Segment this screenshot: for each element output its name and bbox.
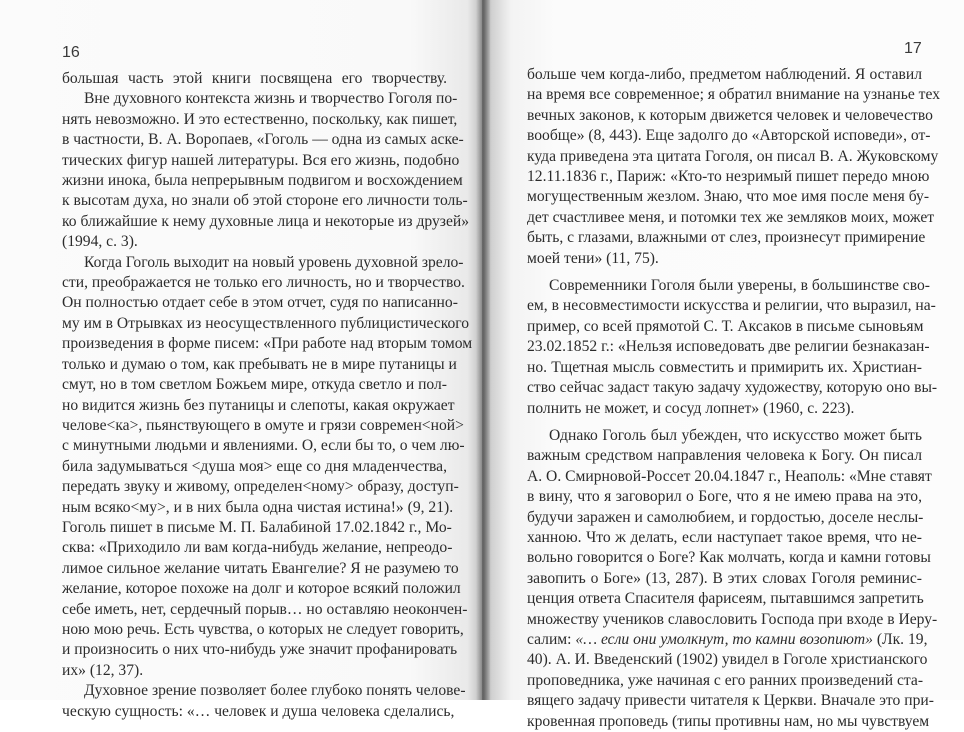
text-line: в частности, В. А. Воропаев, «Гоголь — одна из самых аске- [62,131,464,149]
text-line: Современники Гоголя были уверены, в большинстве сво- [549,277,930,295]
text-line: 12.11.1836 г., Париж: «Кто-то незримый пишет передо мною [527,168,930,186]
text-line: только и думаю о том, как пребывать не в мире путаницы и [62,355,457,373]
page-number-left: 16 [62,44,80,61]
text-line: вообще» (8, 443). Еще задолго до «Авторской исповеди», от- [527,127,931,145]
text-line: и произносить о них что-нибудь уже значит профанировать [62,641,458,659]
text-line: но. Тщетная мысль совместить и примирить их. Христиан- [527,358,922,376]
text-line: му им в Отрывках из неосуществленного публицистического [62,314,470,332]
text-line: в вину, что я заговорил о Боге, что я не имею права на это, [527,488,922,506]
text-line: 40). А. И. Введенский (1902) увидел в Гоголе христианского [527,651,928,669]
right-page-text [527,65,940,732]
text-line: ным всяко<му>, и в них была одна чистая истина!» (9, 21). [62,498,454,516]
text-line: будучи заражен и самолюбием, и гордостью, доселе неслы- [527,508,924,526]
text-line-with-quote [527,630,928,650]
text-line: пример, со всей прямотой С. Т. Аксаков в письме сыновьям [527,317,924,335]
page-number-right: 17 [904,40,922,57]
text-line: жизни инока, была непрерывным подвигом и восхождением [62,172,463,190]
text-line: Духовное зрение позволяет более глубоко понять челове- [84,682,466,700]
left-page-text [62,69,473,722]
text-line: проповедника, уже начиная с его ранних произведений ста- [527,671,924,689]
text-line: ко ближайшие к нему духовные лица и некоторые из друзей» [62,212,470,230]
text-line: ценция ответа Спасителя фарисеям, пытавшимся запретить [527,590,924,608]
left-page [0,0,482,720]
text-line: ем, в несовместимости искусства и религии, что выразил, на- [527,297,936,315]
text-line: быть, с глазами, влажными от слез, произнесут примирение [527,229,926,247]
text-line: била задумываться <душа моя> еще со дня младенчества, [62,457,447,475]
text-line: Он полностью отдает себе в этом отчет, судя по написанно- [62,294,458,312]
text-line: к высотам духа, но знали об этой стороне его личности толь- [62,192,468,210]
text-line: куда приведена эта цитата Гоголя, он писал В. А. Жуковскому [527,147,939,165]
right-page [482,0,964,730]
text-line: ство сейчас задаст такую задачу художеству, которую оно вы- [527,379,938,397]
text-line: могущественным жезлом. Знаю, что мое имя после меня бу- [527,188,930,206]
text-line: ханною. Что ж делать, если наступает такое время, что не- [527,528,922,546]
text-line: А. О. Смирновой-Россет 20.04.1847 г., Неаполь: «Мне ставят [527,467,932,485]
text-fragment: (Лк. 19, [872,630,928,648]
text-line: их» (12, 37). [62,661,144,679]
text-line: на время все современное; я обратил внимание на узнанье тех [527,86,940,104]
text-line: себе иметь, нет, сердечный порыв… но оставляю неокончен- [62,600,468,618]
text-line: смут, но в том светлом Божьем мире, откуда светло и пол- [62,376,447,394]
text-line: сти, преображается не только его личность, но и творчество. [62,274,465,292]
text-line: тических фигур нашей литературы. Вся его жизнь, подобно [62,151,460,169]
text-line: больше чем когда-либо, предметом наблюдений. Я оставил [527,66,922,83]
text-line: Гоголь пишет в письме М. П. Балабиной 17.02.1842 г., Мо- [62,518,452,536]
text-line: с минутными людьми и явлениями. О, если бы то, о чем лю- [62,437,465,455]
text-line: дет счастливее меня, и потомки тех же земляков моих, может [527,208,935,226]
text-line: полнить не может, и сосуд лопнет» (1960, с. 223). [527,399,855,417]
text-line: Когда Гоголь выходит на новый уровень духовной зрело- [84,253,464,271]
text-fragment: салим: [527,630,576,648]
text-line: завопить о Боге» (13, 287). В этих словах Гоголя реминис- [527,569,922,587]
italic-quote: «… если они умолкнут, то камни возопиют» [575,630,873,648]
text-line: лимое сильное желание читать Евангелие? Я не разумею то [62,559,459,577]
text-line: произведения в форме писем: «При работе над вторым томом [62,335,473,353]
text-line: кровенная проповедь (типы противны нам, но мы чувствуем [527,712,930,730]
text-line: Однако Гоголь был убежден, что искусство может быть [549,426,922,444]
text-line: 23.02.1852 г.: «Нельзя исповедовать две религии безнаказан- [527,338,930,356]
text-line: ною мою речь. Есть чувства, о которых не следует говорить, [62,620,464,638]
text-line: но видится жизнь без путаницы и слепоты, какая окружает [62,396,455,414]
text-line: множеству учеников славословить Господа при входе в Иеру- [527,610,938,628]
text-line: моей тени» (11, 75). [527,249,659,267]
text-line: (1994, с. 3). [62,233,138,251]
text-line: нять невозможно. И это естественно, поскольку, как пишет, [62,110,458,128]
paragraph-gap [527,419,922,426]
text-line: важным средством направления человека к Богу. Он писал [527,447,922,465]
text-line: челове<ка>, пьянствующего в омуте и грязи современ<ной> [62,416,464,434]
text-line: ческую сущность: «… человек и душа человека сделались, [62,702,455,720]
text-line: большая часть этой книги посвящена его творчеству. [62,70,447,87]
text-line: вечных законов, к которым движется человек и человечество [527,106,933,124]
text-line: передать звуку и живому, определен<ному> образу, доступ- [62,478,459,496]
text-line: вольно говорится о Боге? Как молчать, когда и камни готовы [527,549,931,567]
paragraph-gap [527,269,922,276]
text-line: желание, которое похоже на долг и которое всякий положил [62,580,461,598]
text-line: Вне духовного контекста жизнь и творчество Гоголя по- [84,90,458,108]
text-line: сква: «Приходило ли вам когда-нибудь желание, непреодо- [62,539,453,557]
book-gutter-shadow [476,0,490,700]
text-line: вящего задачу привести читателя к Церкви. Вначале это при- [527,692,934,710]
